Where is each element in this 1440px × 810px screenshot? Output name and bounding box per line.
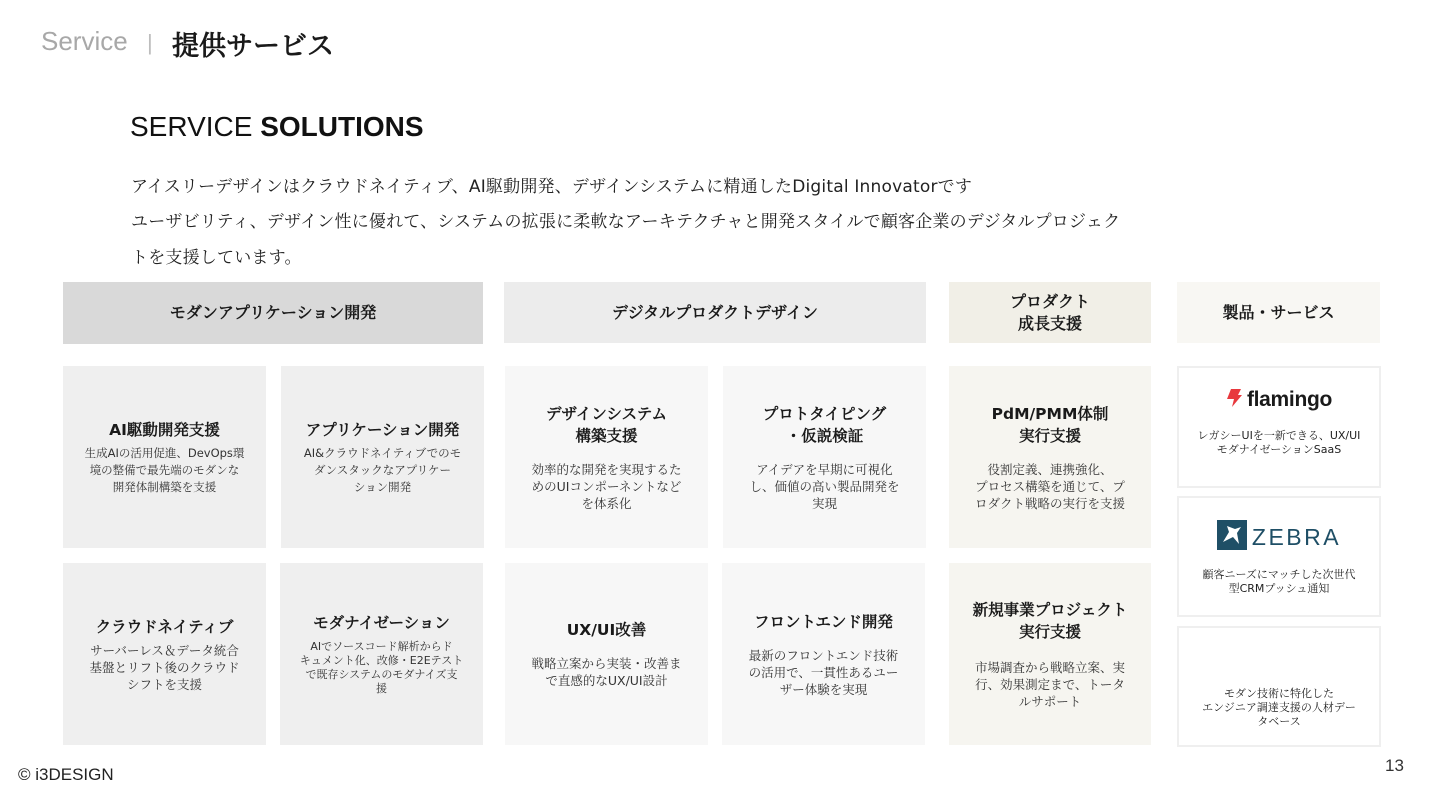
section-title-ja: 提供サービス bbox=[172, 31, 334, 62]
card-body: AIでソースコード解析からド キュメント化、改修・E2Eテスト で既存システムのモダナイズ支 援 bbox=[299, 640, 464, 695]
solutions-title-bold: SOLUTIONS bbox=[260, 111, 424, 142]
header-separator: | bbox=[147, 30, 153, 55]
card-body: アイデアを早期に可視化 し、価値の高い製品開発を 実現 bbox=[749, 461, 900, 511]
card-pdm bbox=[949, 366, 1151, 548]
card-ai-dev bbox=[63, 366, 266, 548]
product-zebra[interactable] bbox=[1177, 496, 1381, 617]
section-label-en: Service bbox=[41, 26, 128, 56]
copyright: © i3DESIGN bbox=[18, 765, 114, 784]
card-frontend bbox=[722, 563, 925, 745]
card-cloud-native bbox=[63, 563, 266, 745]
card-new-business bbox=[949, 563, 1151, 745]
card-title: モダナイゼーション bbox=[313, 614, 450, 632]
card-body: 戦略立案から実装・改善ま で直感的なUX/UI設計 bbox=[531, 656, 682, 688]
card-title: PdM/PMM体制 実行支援 bbox=[991, 404, 1109, 445]
card-title: クラウドネイティブ bbox=[95, 617, 234, 636]
product-talent-database[interactable] bbox=[1177, 626, 1381, 747]
card-prototyping bbox=[723, 366, 926, 548]
card-app-dev bbox=[281, 366, 484, 548]
page-number: 13 bbox=[1385, 756, 1404, 775]
description-line-3: トを支援しています。 bbox=[131, 248, 302, 268]
card-title: UX/UI改善 bbox=[566, 621, 647, 639]
product-flamingo[interactable] bbox=[1177, 366, 1381, 488]
card-body: AI&クラウドネイティブでのモ ダンスタックなアプリケー ション開発 bbox=[303, 445, 462, 494]
card-title: AI駆動開発支援 bbox=[109, 420, 220, 439]
card-title: フロントエンド開発 bbox=[754, 612, 893, 631]
solutions-title bbox=[130, 111, 424, 143]
category-growth: プロダクト 成長支援 bbox=[949, 282, 1151, 343]
card-title: デザインシステム 構築支援 bbox=[546, 404, 667, 445]
product-description: 顧客ニーズにマッチした次世代 型CRMプッシュ通知 bbox=[1202, 568, 1356, 595]
card-modernization bbox=[280, 563, 483, 745]
category-modern-app: モダンアプリケーション開発 bbox=[63, 282, 483, 344]
card-uxui bbox=[505, 563, 708, 745]
category-products: 製品・サービス bbox=[1177, 282, 1380, 343]
zebra-logo-text: ZEBRA bbox=[1251, 523, 1342, 550]
category-digital-design: デジタルプロダクトデザイン bbox=[504, 282, 926, 343]
card-body: サーバーレス＆データ統合 基盤とリフト後のクラウド シフトを支援 bbox=[89, 642, 240, 692]
card-body: 市場調査から戦略立案、実 行、効果測定まで、トータ ルサポート bbox=[974, 659, 1125, 709]
card-design-system bbox=[505, 366, 708, 548]
solutions-title-light: SERVICE bbox=[130, 111, 261, 142]
product-description: レガシーUIを一新できる、UX/UI モダナイゼーションSaaS bbox=[1197, 429, 1361, 456]
product-description: モダン技術に特化した エンジニア調達支援の人材デー タベース bbox=[1202, 687, 1356, 728]
flamingo-logo-icon bbox=[1226, 388, 1243, 412]
card-title: アプリケーション開発 bbox=[305, 420, 460, 439]
flamingo-logo bbox=[1226, 388, 1332, 412]
card-body: 役割定義、連携強化、 プロセス構築を通じて、プ ロダクト戦略の実行を支援 bbox=[974, 461, 1125, 511]
card-body: 効率的な開発を実現するた めのUIコンポーネントなど を体系化 bbox=[531, 461, 682, 511]
card-body: 最新のフロントエンド技術 の活用で、一貫性あるユー ザー体験を実現 bbox=[748, 647, 899, 697]
card-title: プロトタイピング ・仮説検証 bbox=[762, 404, 887, 445]
card-body: 生成AIの活用促進、DevOps環 境の整備で最先端のモダンな 開発体制構築を支援 bbox=[84, 445, 245, 494]
description-line-2: ユーザビリティ、デザイン性に優れて、システムの拡張に柔軟なアーキテクチャと開発スタイルで顧客企業のデジタルプロジェク bbox=[131, 212, 1121, 232]
zebra-logo-icon bbox=[1217, 520, 1247, 554]
card-title: 新規事業プロジェクト 実行支援 bbox=[972, 600, 1128, 641]
flamingo-logo-text: flamingo bbox=[1246, 388, 1333, 411]
description-line-1: アイスリーデザインはクラウドネイティブ、AI駆動開発、デザインシステムに精通したDigital Innovatorです bbox=[131, 177, 973, 197]
zebra-logo bbox=[1217, 520, 1341, 554]
